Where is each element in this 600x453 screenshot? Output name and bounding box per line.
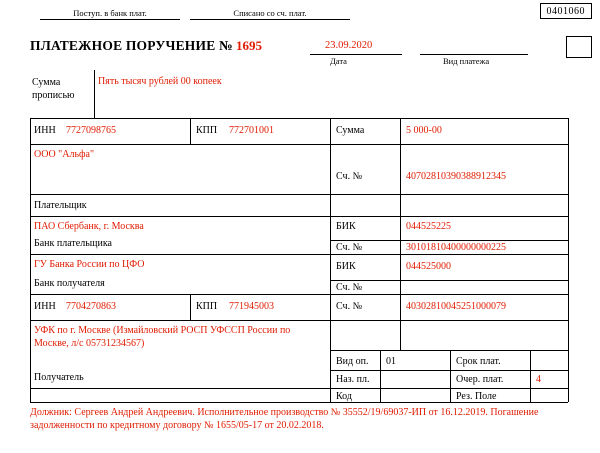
amount-in-words-label bbox=[32, 76, 75, 102]
rule-middle bbox=[330, 118, 331, 402]
payee-account-label: Сч. № bbox=[336, 301, 363, 312]
payee-kpp-value: 771945003 bbox=[229, 301, 274, 312]
payer-inn-label: ИНН bbox=[34, 125, 56, 136]
payment-kind-label: Вид платежа bbox=[443, 56, 490, 66]
amount-in-words-value: Пять тысяч рублей 00 копеек bbox=[98, 76, 222, 87]
rule-right-edge bbox=[568, 118, 569, 402]
rule-payee-inn bbox=[30, 320, 568, 321]
rule-payee-name-bottom bbox=[30, 388, 330, 389]
rule-payer-name bbox=[30, 194, 330, 195]
rule-payee-bank-bottom bbox=[30, 294, 568, 295]
term-label: Срок плат. bbox=[456, 356, 501, 367]
payer-kpp-value: 772701001 bbox=[229, 125, 274, 136]
rule-naz-pl bbox=[330, 370, 568, 371]
payee-account-value: 40302810045251000079 bbox=[406, 301, 506, 312]
rule-right-labels bbox=[400, 118, 401, 350]
payer-account-label: Сч. № bbox=[336, 171, 363, 182]
rule-payee-kpp bbox=[190, 294, 191, 320]
payee-bank-bik-value: 044525000 bbox=[406, 261, 451, 272]
date-label: Дата bbox=[330, 56, 347, 66]
rule-vid-op-top bbox=[330, 350, 568, 351]
rule-inn-row bbox=[30, 144, 330, 145]
priority-label: Очер. плат. bbox=[456, 374, 504, 385]
date-underline bbox=[310, 54, 402, 55]
payer-bank-bik-value: 044525225 bbox=[406, 221, 451, 232]
rule-vidop-val bbox=[380, 350, 381, 402]
rule-left-edge bbox=[30, 118, 31, 402]
op-kind-label: Вид оп. bbox=[336, 356, 369, 367]
rule-term-label bbox=[450, 350, 451, 402]
payment-purpose-text: Должник: Сергеев Андрей Андреевич. Исполнительное производство № 35552/19/69037-ИП от 16.12.2019. Погашение задолженности по кредитному договору № 1655/05-17 от 20.02.2018. bbox=[30, 407, 539, 431]
rule-bik-payeebank bbox=[330, 280, 568, 281]
payee-kpp-label: КПП bbox=[196, 301, 218, 312]
received-bank-label: Поступ. в банк плат. bbox=[40, 8, 180, 20]
payee-bank-bik-label: БИК bbox=[336, 261, 356, 272]
amount-in-words-label-line1: Сумма bbox=[32, 77, 61, 88]
payer-bank-account-value: 30101810400000000225 bbox=[406, 242, 506, 253]
payee-bank-account-label: Сч. № bbox=[336, 282, 363, 293]
rule-payer-kpp bbox=[190, 118, 191, 144]
rule-payer-bottom bbox=[30, 216, 568, 217]
payee-bank-role-label: Банк получателя bbox=[34, 278, 105, 289]
rule-kod bbox=[330, 388, 568, 389]
purpose-code-label: Наз. пл. bbox=[336, 374, 370, 385]
payer-account-value: 40702810390388912345 bbox=[406, 171, 506, 182]
payer-bank-account-label: Сч. № bbox=[336, 242, 363, 253]
rule-payer-acc-top bbox=[330, 194, 568, 195]
form-code: 0401060 bbox=[540, 3, 593, 19]
payment-kind-underline bbox=[420, 54, 528, 55]
payee-inn-label: ИНН bbox=[34, 301, 56, 312]
amount-in-words-divider bbox=[94, 70, 95, 118]
payer-kpp-label: КПП bbox=[196, 125, 218, 136]
reserve-label: Рез. Поле bbox=[456, 391, 497, 402]
main-table bbox=[30, 118, 568, 402]
payer-bank-name: ПАО Сбербанк, г. Москва bbox=[34, 221, 144, 232]
payee-bank-name: ГУ Банка России по ЦФО bbox=[34, 259, 145, 270]
payer-bank-bik-label: БИК bbox=[336, 221, 356, 232]
payer-inn-value: 7727098765 bbox=[66, 125, 116, 136]
rule-amount-row bbox=[330, 144, 568, 145]
amount-label: Сумма bbox=[336, 125, 365, 136]
payer-role-label: Плательщик bbox=[34, 200, 87, 211]
page-title: ПЛАТЕЖНОЕ ПОРУЧЕНИЕ № bbox=[30, 38, 233, 53]
rule-term-val bbox=[530, 350, 531, 402]
code-label: Код bbox=[336, 391, 352, 402]
payee-inn-value: 7704270863 bbox=[66, 301, 116, 312]
top-bank-stamps bbox=[30, 8, 470, 30]
payee-role-label: Получатель bbox=[34, 372, 84, 383]
document-number: 1695 bbox=[236, 38, 262, 53]
payee-name: УФК по г. Москве (Измайловский РОСП УФССП России по Москве, л/с 05731234567) bbox=[34, 325, 291, 349]
document-date: 23.09.2020 bbox=[325, 40, 373, 51]
amount-value: 5 000-00 bbox=[406, 125, 442, 136]
rule-bik-payerbank bbox=[330, 240, 568, 241]
written-off-label: Списано со сч. плат. bbox=[190, 8, 350, 20]
rule-top bbox=[30, 118, 568, 119]
payment-kind-box bbox=[566, 36, 592, 58]
payer-bank-role-label: Банк плательщика bbox=[34, 238, 112, 249]
priority-value: 4 bbox=[536, 374, 541, 385]
payer-name: ООО "Альфа" bbox=[34, 149, 95, 160]
amount-in-words-label-line2: прописью bbox=[32, 90, 75, 101]
op-kind-value: 01 bbox=[386, 356, 396, 367]
